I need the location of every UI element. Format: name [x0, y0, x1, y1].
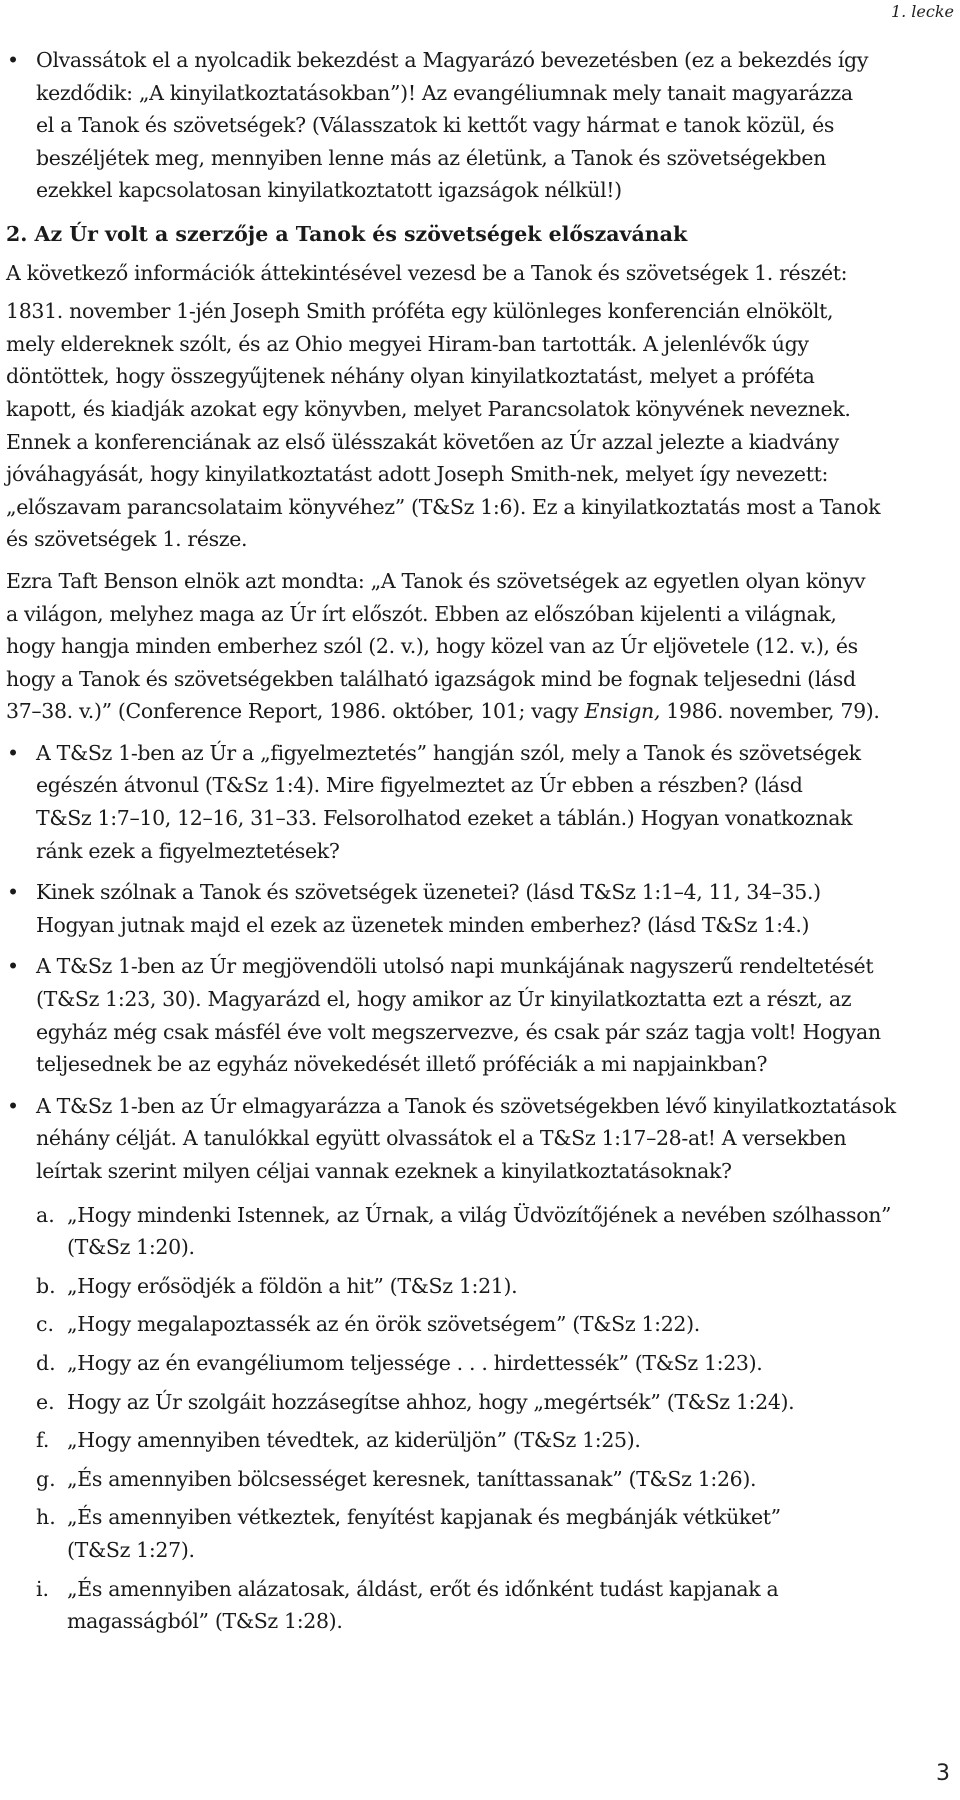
list-letter: e.	[36, 1389, 55, 1414]
list-item	[0, 1199, 957, 1264]
lesson-label: 1. lecke	[890, 2, 954, 21]
text-line: „Hogy megalapoztassék az én örök szövetségem” (T&Sz 1:22).	[67, 1312, 700, 1337]
text-line: Ennek a konferenciának az első ülésszakát követően az Úr azzal jelezte a kiadvány	[6, 429, 839, 454]
text-line: „És amennyiben bölcsességet keresnek, taníttassanak” (T&Sz 1:26).	[67, 1466, 757, 1491]
text-line: ránk ezek a figyelmeztetések?	[36, 838, 340, 863]
list-letter: h.	[36, 1505, 56, 1530]
text-line: Hogy az Úr szolgáit hozzásegítse ahhoz, hogy „megértsék” (T&Sz 1:24).	[67, 1389, 795, 1414]
text-line: hogy a Tanok és szövetségekben található igazságok mind be fognak teljesedni (lásd	[6, 666, 856, 691]
text-line: jóváhagyását, hogy kinyilatkoztatást adott Joseph Smith-nek, melyet így nevezett:	[6, 462, 829, 487]
text-line: A T&Sz 1-ben az Úr megjövendöli utolsó napi munkájának nagyszerű rendeltetését	[36, 954, 874, 979]
text-line: Olvassátok el a nyolcadik bekezdést a Magyarázó bevezetésben (ez a bekezdés így	[36, 48, 869, 72]
text-line: kezdődik: „A kinyilatkoztatásokban”)! Az evangéliumnak mely tanait magyarázza	[36, 80, 853, 105]
text-line: és szövetségek 1. része.	[6, 527, 248, 552]
list-letter: i.	[36, 1576, 50, 1601]
text-line: el a Tanok és szövetségek? (Válasszatok ki kettőt vagy hármat e tanok közül, és	[36, 113, 835, 138]
text-line: „Hogy mindenki Istennek, az Úrnak, a világ Üdvözítőjének a nevében szólhasson”	[67, 1202, 892, 1227]
text-line: ezekkel kapcsolatosan kinyilatkoztatott igazságok nélkül!)	[36, 178, 622, 203]
text-line: egyház még csak másfél éve volt megszervezve, és csak pár száz tagja volt! Hogyan	[36, 1019, 881, 1044]
intro-bullet	[0, 44, 948, 207]
bullet-destiny	[0, 950, 948, 1080]
list-item	[0, 1463, 957, 1496]
list-item	[0, 1573, 957, 1638]
bullet-purposes	[0, 1090, 948, 1188]
text-line: (T&Sz 1:23, 30). Magyarázd el, hogy amikor az Úr kinyilatkoztatta ezt a részt, az	[36, 987, 852, 1012]
bullet-icon: •	[7, 1093, 20, 1118]
citation-text: 1986. november, 79).	[660, 699, 880, 724]
text-line: A T&Sz 1-ben az Úr a „figyelmeztetés” hangján szól, mely a Tanok és szövetségek	[36, 740, 861, 765]
section-heading: 2. Az Úr volt a szerzője a Tanok és szövetségek előszavának	[6, 221, 688, 246]
text-line: T&Sz 1:7–10, 12–16, 31–33. Felsorolhatod ezeket a táblán.) Hogyan vonatkoznak	[36, 806, 853, 831]
page-content	[0, 44, 960, 1638]
text-line: Kinek szólnak a Tanok és szövetségek üzenetei? (lásd T&Sz 1:1–4, 11, 34–35.)	[36, 880, 821, 905]
list-letter: b.	[36, 1273, 56, 1298]
citation-italic: Ensign,	[584, 699, 661, 724]
text-line: 1831. november 1-jén Joseph Smith próféta egy különleges konferencián elnökölt,	[6, 299, 834, 324]
text-line: A T&Sz 1-ben az Úr elmagyarázza a Tanok és szövetségekben lévő kinyilatkoztatások	[36, 1093, 896, 1118]
list-item	[0, 1424, 957, 1457]
text-line: teljesednek be az egyház növekedését illető próféciák a mi napjainkban?	[36, 1052, 768, 1077]
bullet-warning	[0, 737, 948, 867]
bullet-icon: •	[7, 740, 20, 765]
list-letter: c.	[36, 1312, 54, 1337]
text-line: leírtak szerint milyen céljai vannak ezeknek a kinyilatkoztatásoknak?	[36, 1159, 732, 1183]
text-line: „És amennyiben vétkeztek, fenyítést kapjanak és megbánják vétküket”	[67, 1505, 781, 1530]
text-line: Ezra Taft Benson elnök azt mondta: „A Tanok és szövetségek az egyetlen olyan könyv	[6, 568, 866, 593]
text-line: Hogyan jutnak majd el ezek az üzenetek minden emberhez? (lásd T&Sz 1:4.)	[36, 912, 810, 937]
text-line: egészén átvonul (T&Sz 1:4). Mire figyelmeztet az Úr ebben a részben? (lásd	[36, 773, 803, 798]
text-line: (T&Sz 1:20).	[67, 1235, 195, 1260]
list-item	[0, 1347, 957, 1380]
paragraph-quote	[0, 565, 951, 728]
text-line: magasságból” (T&Sz 1:28).	[67, 1609, 343, 1634]
text-line: A következő információk áttekintésével vezesd be a Tanok és szövetségek 1. részét:	[6, 260, 848, 285]
text-line: a világon, melyhez maga az Úr írt előszót. Ebben az előszóban kijelenti a világnak,	[6, 601, 837, 626]
list-item	[0, 1308, 957, 1341]
list-item	[0, 1501, 957, 1566]
list-letter: d.	[36, 1350, 56, 1375]
page-number: 3	[936, 1761, 950, 1786]
list-item	[0, 1270, 957, 1303]
bullet-messages	[0, 876, 948, 941]
text-line: néhány célját. A tanulókkal együtt olvassátok el a T&Sz 1:17–28-at! A versekben	[36, 1126, 847, 1151]
text-line	[6, 695, 951, 728]
bullet-icon: •	[7, 48, 20, 72]
text-line: kapott, és kiadják azokat egy könyvben, melyet Parancsolatok könyvének neveznek.	[6, 396, 851, 421]
text-line: „Hogy az én evangéliumom teljessége . . . hirdettessék” (T&Sz 1:23).	[67, 1350, 763, 1375]
text-line: (T&Sz 1:27).	[67, 1537, 195, 1562]
bullet-icon: •	[7, 880, 20, 905]
list-letter: g.	[36, 1466, 56, 1491]
text-line: döntöttek, hogy összegyűjtenek néhány olyan kinyilatkoztatást, melyet a próféta	[6, 364, 815, 389]
list-item	[0, 1386, 957, 1419]
text-line: „És amennyiben alázatosak, áldást, erőt és időnként tudást kapjanak a	[67, 1576, 779, 1601]
text-line: mely eldereknek szólt, és az Ohio megyei Hiram-ban tartották. A jelenlévők úgy	[6, 331, 809, 356]
text-line: „előszavam parancsolataim könyvéhez” (T&Sz 1:6). Ez a kinyilatkoztatás most a Tanok	[6, 494, 881, 519]
list-letter: a.	[36, 1202, 55, 1227]
text-line: beszéljétek meg, mennyiben lenne más az életünk, a Tanok és szövetségekben	[36, 145, 826, 170]
text-line: hogy hangja minden emberhez szól (2. v.), hogy közel van az Úr eljövetele (12. v.), és	[6, 634, 858, 659]
paragraph-history	[0, 295, 951, 556]
text-line: „Hogy amennyiben tévedtek, az kiderüljön” (T&Sz 1:25).	[67, 1428, 641, 1453]
text-line: „Hogy erősödjék a földön a hit” (T&Sz 1:21).	[67, 1273, 518, 1298]
intro-line	[0, 257, 951, 290]
list-letter: f.	[36, 1428, 50, 1453]
citation-text: 37–38. v.)” (Conference Report, 1986. október, 101; vagy	[6, 699, 585, 724]
bullet-icon: •	[7, 954, 20, 979]
